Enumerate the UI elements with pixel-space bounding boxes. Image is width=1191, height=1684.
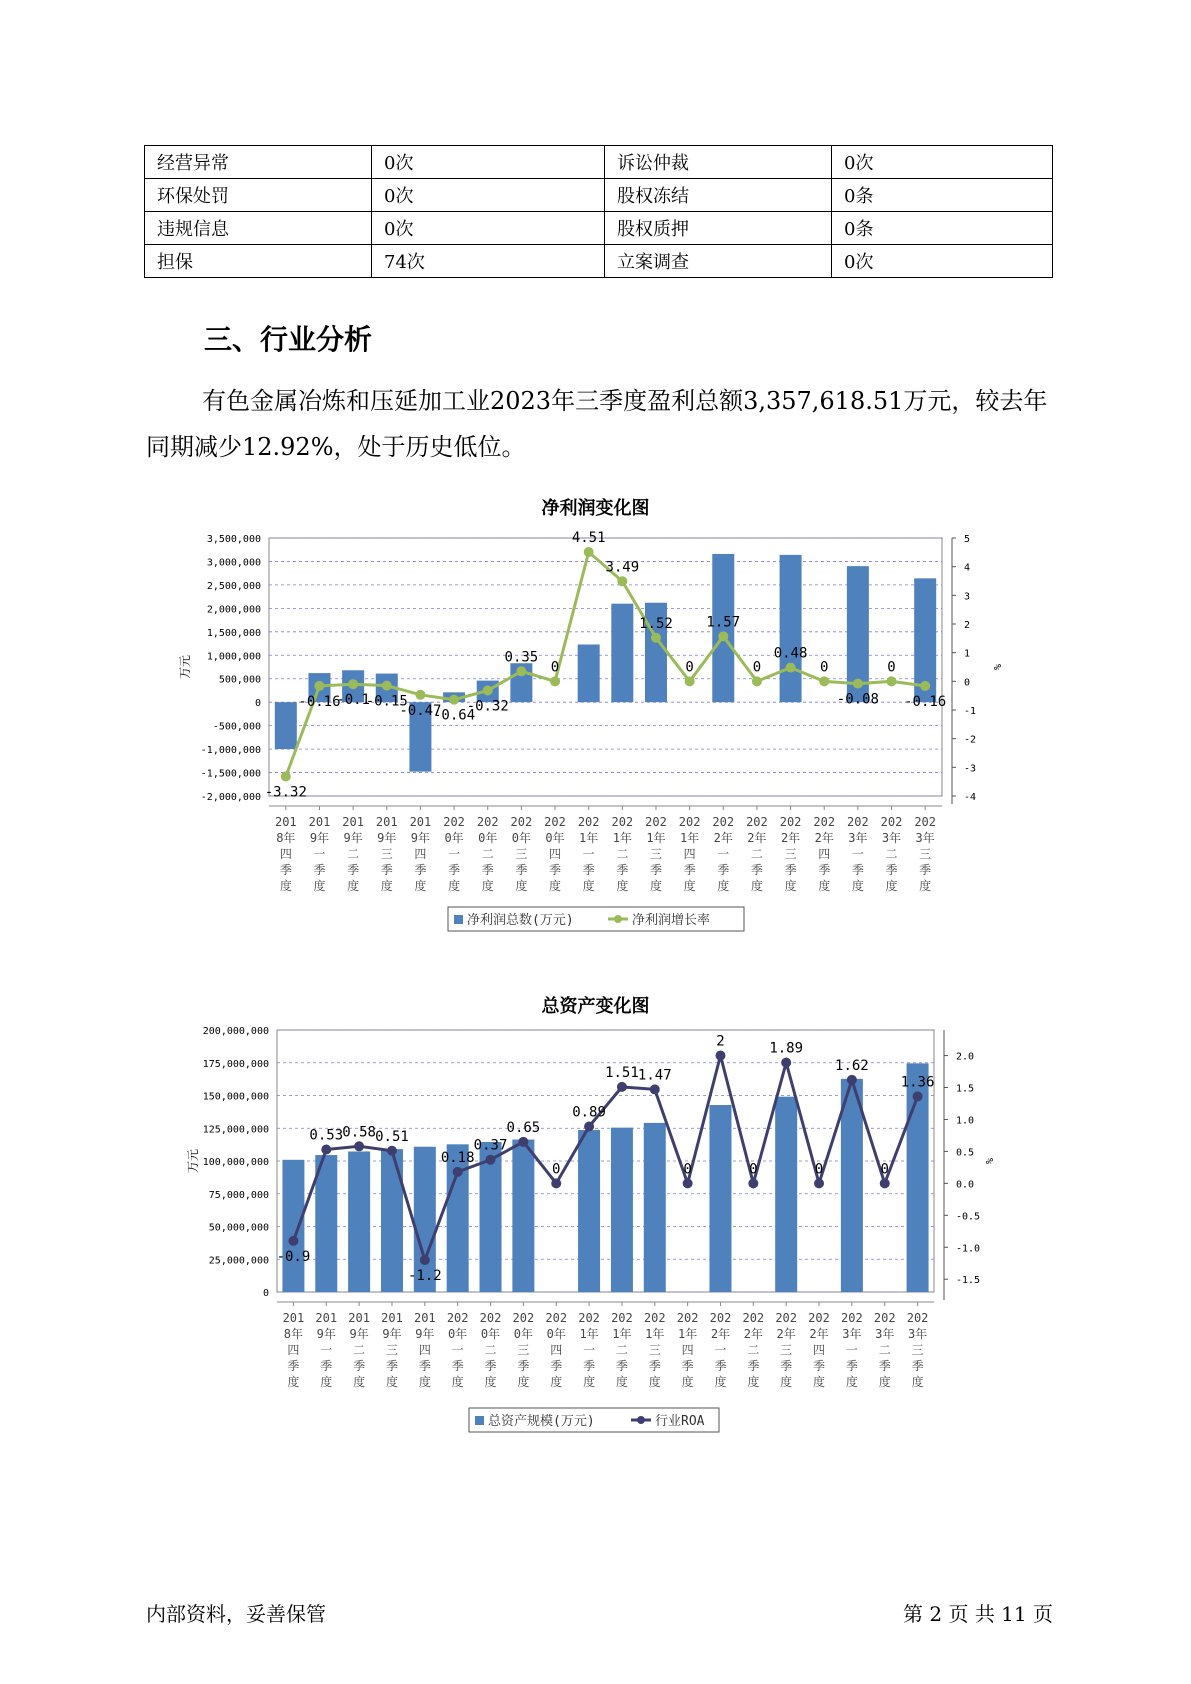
y-axis-label: 万元 <box>186 1148 200 1174</box>
x-tick-label: 202 3年二季度 <box>873 1311 896 1389</box>
bar <box>512 1140 534 1292</box>
line-point <box>321 1144 331 1154</box>
data-label: 0.58 <box>342 1124 376 1141</box>
line-point <box>651 633 661 643</box>
line-point <box>453 1167 463 1177</box>
y2-tick-label: 0.5 <box>956 1147 975 1159</box>
bar <box>709 1105 731 1292</box>
line-point <box>483 686 493 696</box>
legend-line-marker <box>614 915 622 923</box>
table-row <box>145 179 1053 212</box>
x-tick-label: 202 2年一季度 <box>709 1311 732 1389</box>
data-label: 1.51 <box>605 1064 639 1081</box>
line-point <box>715 1051 725 1061</box>
data-label: 1.52 <box>639 615 673 632</box>
y-tick-label: 3,500,000 <box>206 534 261 545</box>
legend-label: 净利润总数(万元) <box>467 913 574 928</box>
y2-tick-label: 1.0 <box>956 1115 975 1127</box>
line-point <box>348 679 358 689</box>
y2-tick-label: 3 <box>964 591 971 603</box>
legend-label: 总资产规模(万元) <box>488 1414 595 1429</box>
bar <box>578 644 600 702</box>
table-cell: 诉讼仲裁 <box>605 146 832 179</box>
y2-tick-label: 0.0 <box>956 1179 975 1191</box>
table-cell: 担保 <box>145 245 372 278</box>
y-tick-label: 125,000,000 <box>202 1124 269 1136</box>
line-point <box>584 1121 594 1131</box>
chart-title: 总资产变化图 <box>541 996 650 1017</box>
data-label: 0 <box>683 1161 692 1178</box>
data-label: 1.36 <box>900 1074 935 1091</box>
y2-axis-label: % <box>991 663 1002 671</box>
x-tick-label: 201 9年一季度 <box>308 815 331 893</box>
data-label: 0.53 <box>309 1127 344 1144</box>
data-label: -3.32 <box>264 784 307 801</box>
x-tick-label: 201 9年三季度 <box>375 815 398 893</box>
table-cell: 0次 <box>372 179 605 212</box>
line-point <box>288 1236 298 1246</box>
data-label: -0.15 <box>365 693 408 710</box>
data-label: 0 <box>887 659 896 676</box>
bar <box>381 1149 403 1292</box>
x-tick-label: 202 2年一季度 <box>712 815 735 893</box>
x-tick-label: 201 9年三季度 <box>381 1311 403 1389</box>
line-point <box>650 1084 660 1094</box>
y-tick-label: 75,000,000 <box>208 1189 269 1201</box>
data-label: -0.1 <box>336 692 370 709</box>
y-tick-label: 500,000 <box>218 674 261 686</box>
data-label: 2 <box>716 1033 725 1050</box>
y-tick-label: 2,000,000 <box>206 604 261 616</box>
y-tick-label: 0 <box>254 698 261 710</box>
x-tick-label: 202 1年三季度 <box>643 1311 666 1389</box>
table-cell: 0次 <box>832 146 1053 179</box>
y2-tick-label: 2 <box>964 620 971 631</box>
y-tick-label: 1,000,000 <box>206 651 261 663</box>
bar <box>447 1144 469 1292</box>
legend-bar-swatch <box>454 915 463 924</box>
line-point <box>752 676 762 686</box>
data-label: -0.16 <box>298 693 341 710</box>
data-label: 0 <box>749 1161 758 1178</box>
data-label: 0 <box>880 1161 889 1178</box>
y-tick-label: 1,500,000 <box>206 627 261 639</box>
y2-tick-label: 1.5 <box>956 1083 975 1095</box>
bar <box>611 1128 633 1292</box>
line-point <box>420 1255 430 1265</box>
table-cell: 经营异常 <box>145 146 372 179</box>
line-point <box>617 576 627 586</box>
table-cell: 环保处罚 <box>145 179 372 212</box>
x-tick-label: 202 0年一季度 <box>446 1311 469 1389</box>
x-tick-label: 202 0年二季度 <box>476 815 499 893</box>
legend-line-marker <box>637 1416 645 1424</box>
y2-tick-label: -0.5 <box>956 1211 981 1223</box>
bar <box>315 1155 337 1292</box>
x-tick-label: 202 1年四季度 <box>678 815 701 893</box>
x-tick-label: 202 2年三季度 <box>775 1311 798 1389</box>
y2-tick-label: 1 <box>964 648 971 660</box>
x-tick-label: 201 9年二季度 <box>348 1311 370 1389</box>
x-tick-label: 202 3年三季度 <box>914 815 937 893</box>
x-tick-label: 201 8年四季度 <box>274 815 297 893</box>
table-cell: 0条 <box>832 179 1053 212</box>
line-point <box>819 676 829 686</box>
y-tick-label: 2,500,000 <box>206 580 261 592</box>
line-point <box>814 1178 824 1188</box>
legend-bar-swatch <box>475 1416 484 1425</box>
line-point <box>685 676 695 686</box>
data-label: 0.18 <box>440 1149 475 1166</box>
y-axis-label: 万元 <box>178 654 192 680</box>
data-label: 0 <box>550 659 560 676</box>
x-tick-label: 202 3年三季度 <box>906 1311 929 1389</box>
section-title: 三、行业分析 <box>204 323 373 356</box>
y2-tick-label: -2 <box>964 734 977 746</box>
line-point <box>449 695 459 705</box>
data-label: 1.89 <box>769 1040 804 1057</box>
line-point <box>281 772 291 782</box>
line-point <box>415 690 425 700</box>
x-tick-label: 201 9年一季度 <box>315 1311 338 1389</box>
line-point <box>387 1146 397 1156</box>
table-row <box>145 146 1053 179</box>
x-tick-label: 201 9年四季度 <box>409 815 432 893</box>
y2-tick-label: 0 <box>964 677 971 689</box>
table-cell: 0次 <box>372 146 605 179</box>
x-tick-label: 202 1年二季度 <box>611 815 634 893</box>
x-tick-label: 202 3年二季度 <box>880 815 903 893</box>
x-tick-label: 202 0年二季度 <box>479 1311 502 1389</box>
y2-tick-label: 5 <box>964 534 971 545</box>
legend-label: 行业ROA <box>655 1414 705 1429</box>
table-cell: 0次 <box>372 212 605 245</box>
data-label: 0.65 <box>506 1119 541 1136</box>
y2-axis-label: % <box>983 1157 994 1165</box>
y2-tick-label: -1 <box>964 706 977 717</box>
data-label: 0.48 <box>773 645 808 662</box>
x-tick-label: 202 1年二季度 <box>611 1311 633 1389</box>
line-point <box>382 681 392 691</box>
y-tick-label: 0 <box>262 1288 269 1299</box>
x-tick-label: 202 3年一季度 <box>841 1311 863 1389</box>
data-label: -0.64 <box>432 707 476 724</box>
table-row <box>145 245 1053 278</box>
line-point <box>354 1141 364 1151</box>
data-label: 4.51 <box>571 530 606 547</box>
data-label: 0 <box>814 1161 824 1178</box>
x-tick-label: 202 2年二季度 <box>746 815 768 893</box>
footer-note: 内部资料，妥善保管 <box>146 1602 326 1626</box>
table-cell: 股权冻结 <box>605 179 832 212</box>
x-tick-label: 202 2年四季度 <box>813 815 836 893</box>
y-tick-label: -1,000,000 <box>200 745 261 757</box>
line-point <box>550 676 560 686</box>
x-tick-label: 202 3年一季度 <box>847 815 869 893</box>
chart-title: 净利润变化图 <box>541 498 650 519</box>
line-point <box>786 663 796 673</box>
data-label: 3.49 <box>605 559 640 576</box>
data-label: -0.47 <box>399 702 442 719</box>
table-row <box>145 212 1053 245</box>
x-tick-label: 201 9年四季度 <box>413 1311 436 1389</box>
x-tick-label: 202 1年一季度 <box>577 815 600 893</box>
line-point <box>718 631 728 641</box>
y2-tick-label: -1.0 <box>956 1243 981 1255</box>
data-label: 1.57 <box>706 614 741 631</box>
y-tick-label: -500,000 <box>212 721 261 733</box>
line-point <box>853 679 863 689</box>
data-label: -0.9 <box>276 1248 311 1265</box>
data-label: -0.08 <box>836 691 879 708</box>
y2-tick-label: -4 <box>964 792 977 803</box>
table-cell: 股权质押 <box>605 212 832 245</box>
analysis-paragraph: 有色金属冶炼和压延加工业2023年三季度盈利总额3,357,618.51万元，较去年同期减少12.92%，处于历史低位。 <box>146 387 1048 461</box>
line-point <box>683 1178 693 1188</box>
y-tick-label: 150,000,000 <box>202 1091 269 1103</box>
y-tick-label: 100,000,000 <box>202 1157 269 1168</box>
x-tick-label: 202 1年三季度 <box>645 815 667 893</box>
bar <box>578 1130 600 1292</box>
data-label: 0 <box>820 659 829 676</box>
x-tick-label: 202 1年四季度 <box>676 1311 699 1389</box>
x-tick-label: 201 8年四季度 <box>282 1311 305 1389</box>
y2-tick-label: -1.5 <box>956 1275 981 1287</box>
y2-tick-label: 2.0 <box>956 1051 975 1063</box>
line-point <box>518 1137 528 1147</box>
x-tick-label: 202 0年三季度 <box>512 1311 535 1389</box>
line-point <box>920 681 930 691</box>
data-label: 0.35 <box>504 649 539 666</box>
bar <box>611 604 633 703</box>
line-point <box>748 1178 758 1188</box>
x-tick-label: 202 2年二季度 <box>742 1311 765 1389</box>
table-cell: 立案调查 <box>605 245 832 278</box>
bar <box>780 555 802 702</box>
data-label: 0 <box>752 659 762 676</box>
page-number: 第 2 页 共 11 页 <box>903 1602 1053 1626</box>
line-point <box>781 1058 791 1068</box>
x-tick-label: 202 2年三季度 <box>779 815 802 893</box>
x-tick-label: 202 2年四季度 <box>808 1311 830 1389</box>
line-point <box>880 1178 890 1188</box>
table-cell: 0次 <box>832 245 1053 278</box>
y-tick-label: -1,500,000 <box>200 768 261 780</box>
y-tick-label: -2,000,000 <box>200 792 261 803</box>
y-tick-label: 200,000,000 <box>202 1026 269 1037</box>
x-tick-label: 202 0年四季度 <box>545 1311 568 1389</box>
data-label: -0.16 <box>904 693 947 710</box>
data-label: 0.51 <box>375 1128 409 1145</box>
table-cell: 违规信息 <box>145 212 372 245</box>
data-label: 0.89 <box>572 1104 606 1121</box>
bar <box>275 702 297 749</box>
line-point <box>847 1075 857 1085</box>
data-label: 0 <box>685 659 694 676</box>
bar <box>644 1123 666 1292</box>
plot-area <box>269 538 942 796</box>
bar <box>348 1151 370 1292</box>
line-point <box>584 547 594 557</box>
table-cell: 74次 <box>372 245 605 278</box>
data-label: 1.62 <box>835 1057 869 1074</box>
y2-tick-label: -3 <box>964 763 977 775</box>
y-tick-label: 25,000,000 <box>208 1255 269 1267</box>
line-point <box>486 1155 496 1165</box>
line-point <box>314 681 324 691</box>
bar <box>841 1079 863 1292</box>
data-label: -1.2 <box>407 1268 442 1285</box>
x-tick-label: 202 0年四季度 <box>544 815 566 893</box>
x-tick-label: 201 9年二季度 <box>342 815 364 893</box>
table-cell: 0条 <box>832 212 1053 245</box>
total-assets-chart <box>0 1018 1191 1448</box>
line-point <box>551 1178 561 1188</box>
x-tick-label: 202 0年三季度 <box>510 815 533 893</box>
data-label: -0.32 <box>466 698 509 715</box>
data-label: 1.47 <box>637 1067 672 1084</box>
line-point <box>516 666 526 676</box>
net-profit-chart <box>0 520 1191 950</box>
x-tick-label: 202 0年一季度 <box>443 815 465 893</box>
y-tick-label: 175,000,000 <box>202 1058 269 1070</box>
data-label: 0 <box>552 1161 561 1178</box>
bar <box>282 1160 304 1292</box>
legend-label: 净利润增长率 <box>632 913 711 928</box>
line-point <box>887 676 897 686</box>
y-tick-label: 3,000,000 <box>206 557 261 569</box>
line-point <box>617 1082 627 1092</box>
line-point <box>913 1091 923 1101</box>
bar <box>775 1097 797 1292</box>
y-tick-label: 50,000,000 <box>208 1222 269 1234</box>
y2-tick-label: 4 <box>964 562 971 574</box>
x-tick-label: 202 1年一季度 <box>578 1311 600 1389</box>
risk-info-table <box>144 145 1053 278</box>
data-label: 0.37 <box>473 1137 508 1154</box>
